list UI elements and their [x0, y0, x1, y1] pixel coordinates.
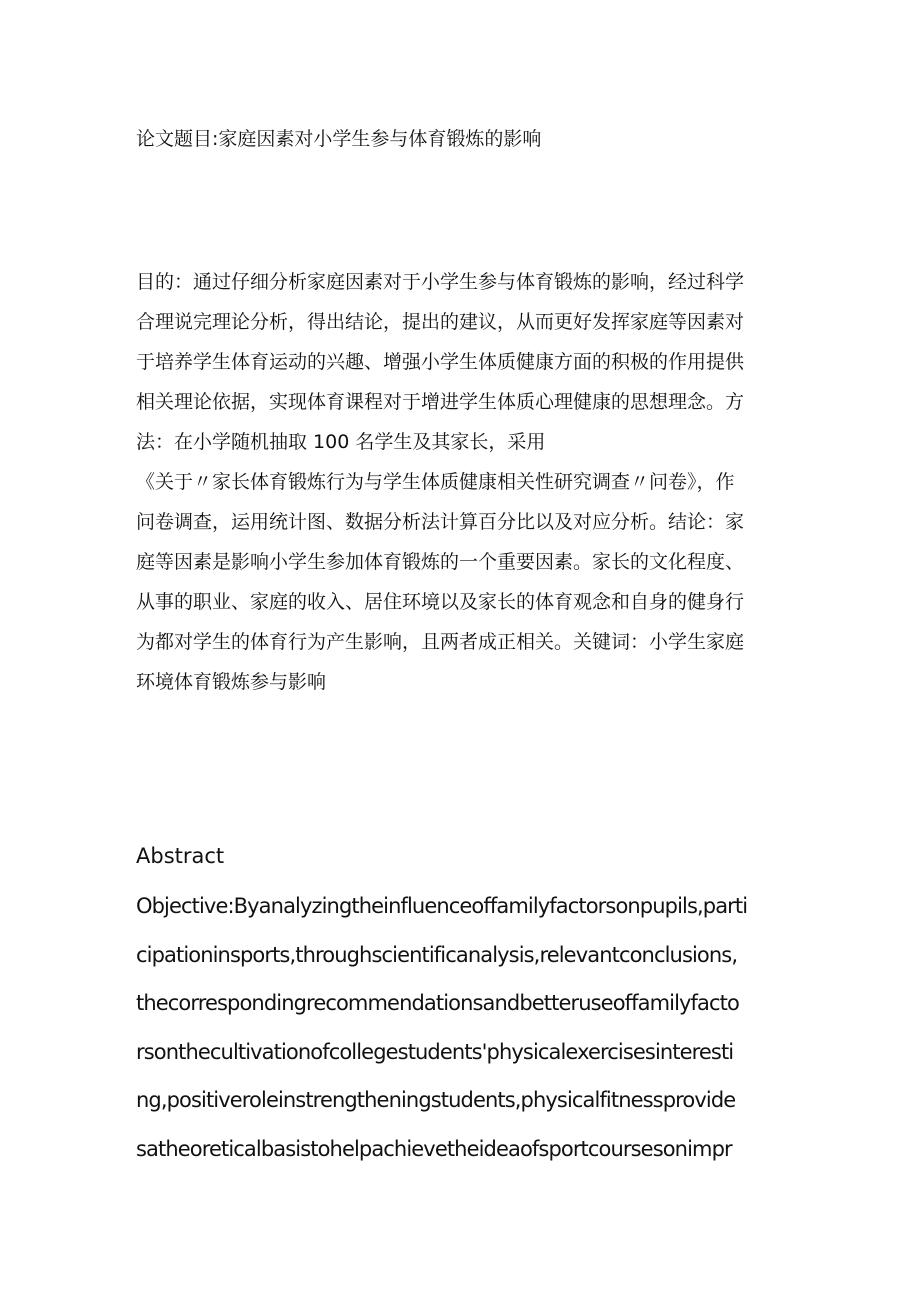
chinese-abstract-line: 庭等因素是影响小学生参加体育锻炼的一个重要因素。家长的文化程度、	[136, 551, 745, 573]
chinese-abstract-line: 环境体育锻炼参与影响	[136, 671, 327, 693]
chinese-abstract-line: 相关理论依据，实现体育课程对于增进学生体质心理健康的思想理念。方	[136, 391, 745, 413]
chinese-abstract-line: 为都对学生的体育行为产生影响，且两者成正相关。关键词：小学生家庭	[136, 631, 745, 653]
chinese-abstract-line: 于培养学生体育运动的兴趣、增强小学生体质健康方面的积极的作用提供	[136, 351, 745, 373]
english-abstract	[136, 882, 796, 1173]
chinese-abstract-line: 目的：通过仔细分析家庭因素对于小学生参与体育锻炼的影响，经过科学	[136, 271, 745, 293]
english-abstract-line: Objective:Byanalyzingtheinfluenceoffamilyfactorsonpupils,parti	[136, 894, 748, 918]
chinese-abstract-line: 法：在小学随机抽取 100 名学生及其家长，采用	[136, 431, 546, 453]
chinese-abstract-line: 合理说完理论分析，得出结论，提出的建议，从而更好发挥家庭等因素对	[136, 311, 745, 333]
paper-title: 论文题目:家庭因素对小学生参与体育锻炼的影响	[136, 128, 542, 150]
abstract-heading: Abstract	[136, 844, 225, 868]
english-abstract-line: cipationinsports,throughscientificanalysis,relevantconclusions,	[136, 942, 738, 967]
english-abstract-line: thecorrespondingrecommendationsandbetteruseoffamilyfacto	[136, 991, 739, 1015]
english-abstract-line: ng,positiveroleinstrengtheningstudents,physicalfitnessprovide	[136, 1088, 736, 1112]
chinese-abstract-line: 问卷调查，运用统计图、数据分析法计算百分比以及对应分析。结论：家	[136, 511, 745, 533]
english-abstract-line: rsonthecultivationofcollegestudents'physicalexercisesinteresti	[136, 1039, 734, 1064]
chinese-abstract-line: 《关于〃家长体育锻炼行为与学生体质健康相关性研究调查〃问卷》，作	[136, 471, 735, 493]
chinese-abstract-line: 从事的职业、家庭的收入、居住环境以及家长的体育观念和自身的健身行	[136, 591, 745, 613]
chinese-abstract	[136, 262, 796, 702]
english-abstract-line: satheoreticalbasistohelpachievetheideaofsportcoursesonimpr	[136, 1136, 732, 1161]
